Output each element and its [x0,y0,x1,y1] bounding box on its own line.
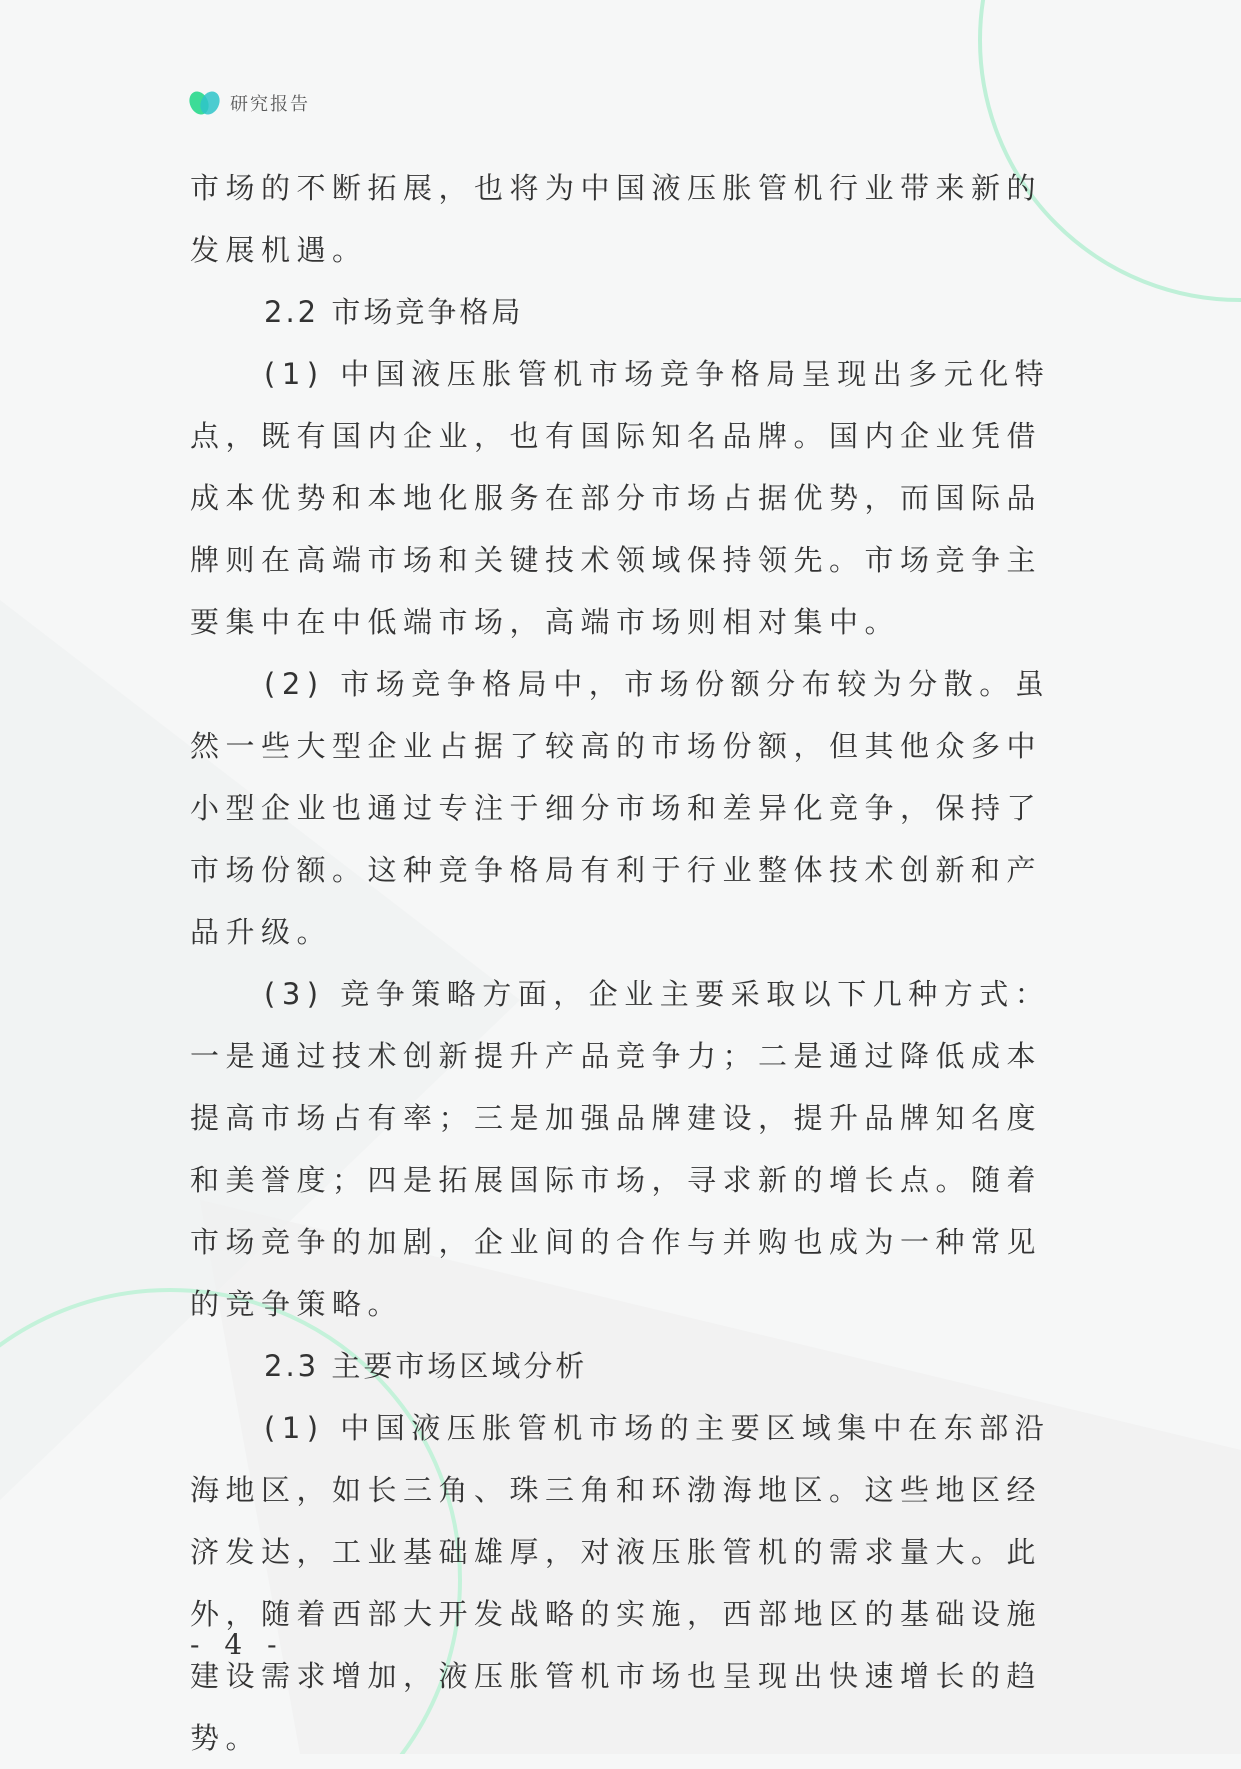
body-paragraph: (3) 竞争策略方面，企业主要采取以下几种方式：一是通过技术创新提升产品竞争力；二是通过降低成本提高市场占有率；三是加强品牌建设，提升品牌知名度和美誉度；四是拓展国际市场，寻求新的增长点。随着市场竞争的加剧，企业间的合作与并购也成为一种常见的竞争策略。 [190,977,1051,1321]
brand-logo-icon [188,88,222,118]
body-paragraph: 市场的不断拓展，也将为中国液压胀管机行业带来新的发展机遇。 [190,171,1043,267]
section-heading: 2.2 市场竞争格局 [264,295,524,329]
section-heading: 2.3 主要市场区域分析 [264,1349,588,1383]
page-header [188,88,310,118]
document-body [190,157,1070,1769]
page-number: - 4 - [190,1628,285,1661]
body-paragraph: (2) 市场竞争格局中，市场份额分布较为分散。虽然一些大型企业占据了较高的市场份额，但其他众多中小型企业也通过专注于细分市场和差异化竞争，保持了市场份额。这种竞争格局有利于行业整体技术创新和产品升级。 [190,667,1051,949]
body-paragraph: (1) 中国液压胀管机市场的主要区域集中在东部沿海地区，如长三角、珠三角和环渤海地区。这些地区经济发达，工业基础雄厚，对液压胀管机的需求量大。此外，随着西部大开发战略的实施，西部地区的基础设施建设需求增加，液压胀管机市场也呈现出快速增长的趋势。 [190,1411,1051,1755]
body-paragraph: (1) 中国液压胀管机市场竞争格局呈现出多元化特点，既有国内企业，也有国际知名品牌。国内企业凭借成本优势和本地化服务在部分市场占据优势，而国际品牌则在高端市场和关键技术领域保持领先。市场竞争主要集中在中低端市场，高端市场则相对集中。 [190,357,1051,639]
brand-title: 研究报告 [230,94,310,115]
